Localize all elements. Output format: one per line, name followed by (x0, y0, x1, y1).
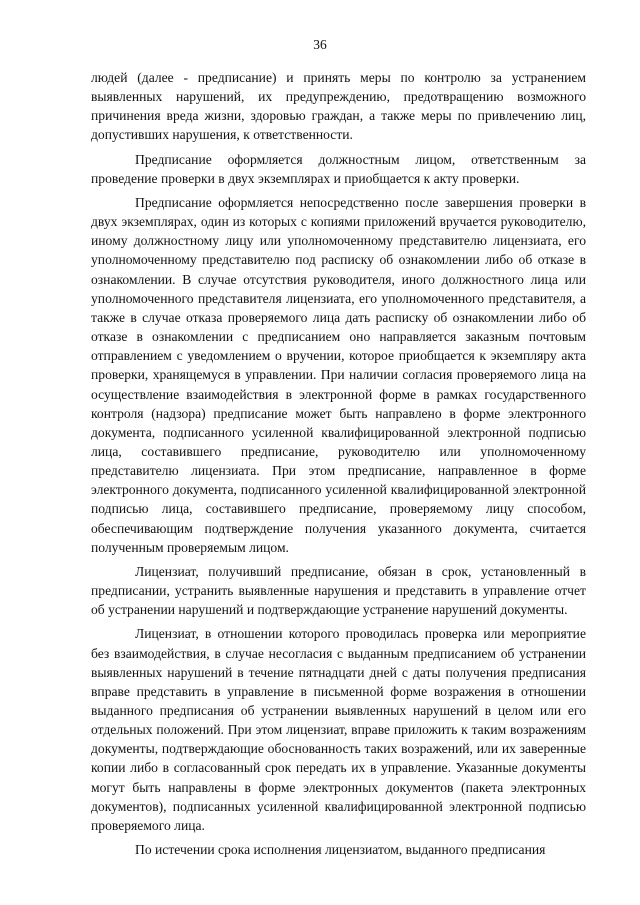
page-number: 36 (313, 37, 327, 52)
body-text (91, 68, 586, 864)
paragraph-licensee-objections: Лицензиат, в отношении которого проводилась проверка или мероприятие без взаимодействия, в случае несогласия с выданным предписанием об устранении выявленных нарушений в течение пятнадцати дней с даты получения предписания вправе представить в управление в письменной форме возражения в отношении выданного предписания об устранении выявленных нарушений в целом или его отдельных положений. При этом лицензиат, вправе приложить к таким возражениям документы, подтверждающие обоснованность таких возражений, или их заверенные копии либо в согласованный срок передать их в управление. Указанные документы могут быть направлены в форме электронных документов (пакета электронных документов), подписанных усиленной квалифицированной электронной подписью проверяемого лица. (91, 626, 586, 833)
paragraph-prescription-delivery: Предписание оформляется непосредственно после завершения проверки в двух экземплярах, один из которых с копиями приложений вручается руководителю, иному должностному лицу или уполномоченному представителю лицензиата, его уполномоченному представителю под расписку об ознакомлении либо об отказе в ознакомлении. В случае отсутствия руководителя, иного должностного лица или уполномоченного представителя лицензиата, его уполномоченного представителя, а также в случае отказа проверяемого лица дать расписку об ознакомлении либо об отказе в ознакомлении с предписанием оно направляется заказным почтовым отправлением с уведомлением о вручении, которое приобщается к экземпляру акта проверки, хранящемуся в управлении. При наличии согласия проверяемого лица на осуществление взаимодействия в электронной форме в рамках государственного контроля (надзора) предписание может быть направлено в форме электронного документа, подписанного усиленной квалифицированной электронной подписью лица, составившего предписание, руководителю или уполномоченному представителю лицензиата. При этом предписание, направленное в форме электронного документа, подписанного усиленной квалифицированной электронной подписью лица, составившего предписание, проверяемому лицу способом, обеспечивающим подтверждение получения указанного документа, считается полученным проверяемым лицом. (91, 194, 586, 555)
paragraph-deadline-expiry: По истечении срока исполнения лицензиатом, выданного предписания (135, 842, 546, 858)
paragraph-licensee-obligation: Лицензиат, получивший предписание, обязан в срок, установленный в предписании, устранить выявленные нарушения и представить в управление отчет об устранении нарушений и подтверждающие устранение нарушений документы. (91, 563, 586, 618)
paragraph-prescription-issued: Предписание оформляется должностным лицом, ответственным за проведение проверки в двух экземплярах и приобщается к акту проверки. (91, 151, 586, 186)
paragraph-continued: людей (далее - предписание) и принять меры по контролю за устранением выявленных нарушений, их предупреждению, предотвращению возможного причинения вреда жизни, здоровью граждан, а также меры по привлечению лиц, допустивших нарушения, к ответственности. (91, 70, 586, 143)
